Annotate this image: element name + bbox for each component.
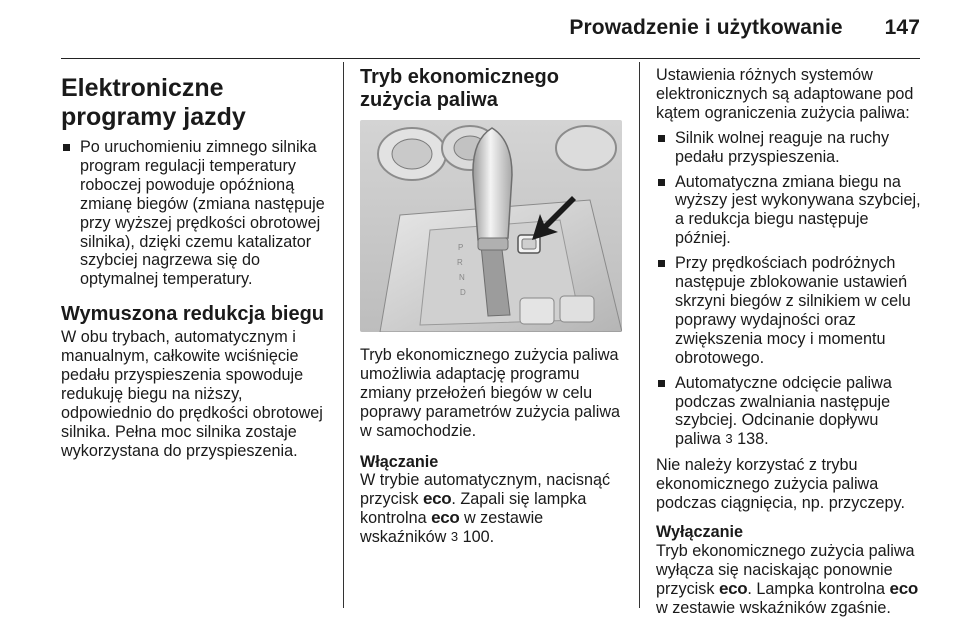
list-item-text: Automatyczna zmiana biegu na wyższy jest wykonywana szybciej, a redukcja biegu następuje później. <box>675 172 921 248</box>
paragraph <box>360 471 628 548</box>
paragraph <box>656 542 928 618</box>
column-3 <box>656 66 928 629</box>
eco-symbol: eco <box>422 489 452 509</box>
column-1 <box>61 66 333 473</box>
gear-selector-image <box>360 120 622 332</box>
page-number: 147 <box>884 16 920 39</box>
bullet-icon <box>63 144 70 151</box>
eco-symbol: eco <box>718 578 748 598</box>
list-item <box>656 173 928 249</box>
svg-text:R: R <box>457 258 463 267</box>
list-item-text <box>675 374 892 449</box>
column-divider-1 <box>343 62 344 608</box>
page-reference: 138. <box>732 430 769 449</box>
subsection-heading: Wyłączanie <box>656 522 743 541</box>
column-2 <box>360 66 628 560</box>
page-reference: 100. <box>458 528 495 547</box>
section-heading: Tryb ekonomicznego zużycia paliwa <box>360 66 559 111</box>
list-item-text: Silnik wolnej reaguje na ruchy pedału przyspieszenia. <box>675 128 890 166</box>
text-run: Tryb ekonomicznego zużycia paliwa wyłącza się naciskając ponownie przycisk <box>656 541 915 598</box>
text-run: W trybie automatycznym, nacisnąć przycisk <box>360 471 611 509</box>
svg-text:P: P <box>458 243 464 252</box>
paragraph: Ustawienia różnych systemów elektronicznych są adaptowane pod kątem ograniczenia zużycia paliwa: <box>656 66 914 122</box>
text-run: w zestawie wskaźników zgaśnie. <box>656 598 891 617</box>
paragraph: W obu trybach, automatycznym i manualnym, całkowite wciśnięcie pedału przyspieszenia spowoduje redukuję biegu na niższy, odpowiednio do prędkości obrotowej silnika. Pełna moc silnika zostaje wykorzystana do przyspieszenia. <box>61 328 323 460</box>
list-item <box>656 254 928 367</box>
text-run: . Zapali się lampka kontrolna <box>360 490 587 528</box>
header-title: Prowadzenie i użytkowanie <box>569 16 843 39</box>
gear-selector-illustration <box>360 120 622 332</box>
list-item-text: Po uruchomieniu zimnego silnika program regulacji temperatury roboczej powoduje opóźnioną zmianę biegów (zmiana następuje przy wyższej prędkości obrotowej silnika), dzięki czemu katalizator szybciej nagrzewa się do optymalnej temperatury. <box>80 138 325 289</box>
svg-text:N: N <box>459 273 465 282</box>
section-heading: Elektroniczne programy jazdy <box>61 74 246 131</box>
text-run: Automatyczne odcięcie paliwa podczas zwalniania następuje szybciej. Odcinanie dopływu paliwa <box>675 373 892 449</box>
bullet-icon <box>658 179 665 186</box>
list-item <box>656 374 928 451</box>
bullet-icon <box>658 135 665 142</box>
column-divider-2 <box>639 62 640 608</box>
header-rule <box>61 58 920 59</box>
cross-reference-icon: 3 <box>725 431 733 447</box>
subsection-heading: Włączanie <box>360 452 439 471</box>
cross-reference-icon: 3 <box>450 529 459 545</box>
page-header <box>569 16 920 40</box>
bullet-icon <box>658 260 665 267</box>
bullet-icon <box>658 380 665 387</box>
subsection-heading: Wymuszona redukcja biegu <box>61 303 325 326</box>
list-item <box>61 138 333 289</box>
text-run: . Lampka kontrolna <box>747 579 890 598</box>
list-item-text: Przy prędkościach podróżnych następuje zblokowanie ustawień skrzyni biegów z silnikiem w celu poprawy wydajności oraz zwiększenia mocy i momentu obrotowego. <box>675 254 911 367</box>
svg-text:D: D <box>460 288 466 297</box>
paragraph: Nie należy korzystać z trybu ekonomicznego zużycia paliwa podczas ciągnięcia, np. przyczepy. <box>656 456 905 513</box>
list-item <box>656 129 928 167</box>
eco-symbol: eco <box>889 578 918 598</box>
text-run: w zestawie wskaźników <box>360 509 544 547</box>
paragraph: Tryb ekonomicznego zużycia paliwa umożliwia adaptację programu zmiany przełożeń biegów w celu poprawy parametrów zużycia paliwa w samochodzie. <box>360 346 621 440</box>
eco-symbol: eco <box>431 508 460 528</box>
